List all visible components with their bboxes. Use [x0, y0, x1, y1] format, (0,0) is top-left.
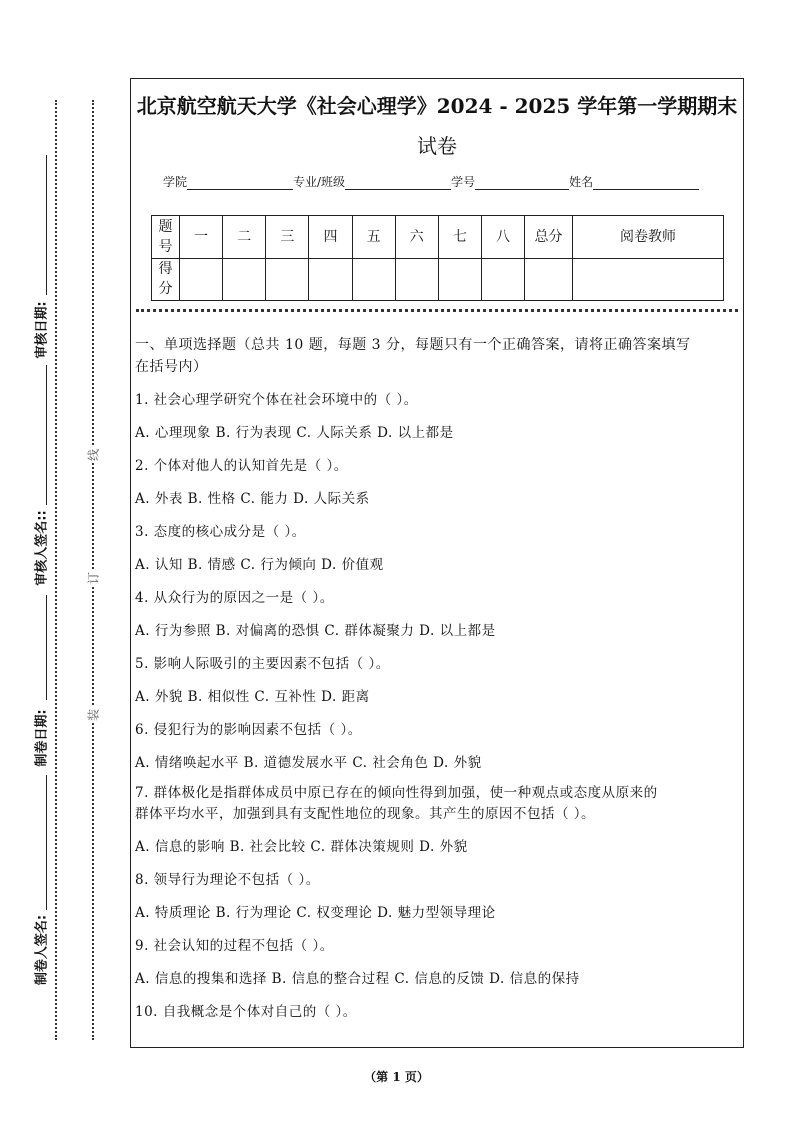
- question-text: 3. 态度的核心成分是（ ）。: [135, 524, 306, 540]
- binding-mark-line: 线: [86, 448, 101, 462]
- exam-title: 北京航空航天大学《社会心理学》2024 - 2025 学年第一学期期末: [136, 94, 738, 118]
- score-cell[interactable]: [223, 258, 266, 301]
- score-cell[interactable]: [525, 258, 573, 301]
- answer-options: A. 信息的搜集和选择 B. 信息的整合过程 C. 信息的反馈 D. 信息的保持: [135, 971, 580, 987]
- binding-mark-fold: 装: [86, 708, 101, 722]
- score-cell[interactable]: [481, 258, 524, 301]
- student-info: [163, 173, 699, 190]
- reviewer-sign-label: 审核人签名::: [34, 510, 50, 586]
- question-text: 4. 从众行为的原因之一是（ ）。: [135, 590, 334, 606]
- col-grader: 阅卷教师: [573, 216, 724, 259]
- answer-options: A. 心理现象 B. 行为表现 C. 人际关系 D. 以上都是: [135, 425, 454, 441]
- maker-sign-line: [46, 775, 47, 910]
- score-cell[interactable]: [180, 258, 223, 301]
- major-label: 专业/班级: [293, 175, 346, 189]
- maker-date-label: 制卷日期:: [34, 709, 50, 767]
- dotted-line-outer: [55, 100, 57, 1040]
- section-title-cont: 在括号内）: [135, 359, 208, 375]
- score-cell[interactable]: [352, 258, 395, 301]
- section-title: 一、单项选择题（总共 10 题，每题 3 分，每题只有一个正确答案，请将正确答案填写: [135, 337, 691, 353]
- major-field[interactable]: [345, 175, 451, 190]
- exam-title-cont: 试卷: [417, 134, 457, 158]
- score-cell[interactable]: [438, 258, 481, 301]
- score-cell[interactable]: [573, 258, 724, 301]
- review-date-label: 审核日期:: [34, 301, 50, 359]
- row-header: 题号: [152, 216, 180, 259]
- question-text: 5. 影响人际吸引的主要因素不包括（ ）。: [135, 656, 390, 672]
- separator: [136, 309, 738, 312]
- score-cell[interactable]: [309, 258, 352, 301]
- score-cell[interactable]: [395, 258, 438, 301]
- name-field[interactable]: [593, 175, 699, 190]
- page-number: （第 1 页）: [364, 1070, 429, 1084]
- review-date-line: [46, 155, 47, 295]
- answer-options: A. 外表 B. 性格 C. 能力 D. 人际关系: [135, 491, 370, 507]
- col-3: 三: [266, 216, 309, 259]
- col-5: 五: [352, 216, 395, 259]
- col-7: 七: [438, 216, 481, 259]
- id-label: 学号: [451, 175, 476, 189]
- reviewer-sign-line: [46, 365, 47, 505]
- score-cell[interactable]: [266, 258, 309, 301]
- answer-options: A. 外貌 B. 相似性 C. 互补性 D. 距离: [135, 689, 370, 705]
- answer-options: A. 信息的影响 B. 社会比较 C. 群体决策规则 D. 外貌: [135, 839, 468, 855]
- question-text: 6. 侵犯行为的影响因素不包括（ ）。: [135, 722, 362, 738]
- question-text: 8. 领导行为理论不包括（ ）。: [135, 872, 320, 888]
- college-label: 学院: [163, 175, 188, 189]
- table-row: [152, 216, 724, 259]
- col-total: 总分: [525, 216, 573, 259]
- question-text: 10. 自我概念是个体对自己的（ ）。: [135, 1004, 357, 1020]
- row-header: 得分: [152, 258, 180, 301]
- binding-mark-staple: 订: [86, 571, 101, 585]
- answer-options: A. 行为参照 B. 对偏离的恐惧 C. 群体凝聚力 D. 以上都是: [135, 623, 496, 639]
- college-field[interactable]: [187, 175, 293, 190]
- question-text: 群体平均水平，加强到具有支配性地位的现象。其产生的原因不包括（ ）。: [135, 806, 596, 822]
- maker-date-line: [46, 595, 47, 700]
- question-text: 2. 个体对他人的认知首先是（ ）。: [135, 458, 348, 474]
- maker-sign-label: 制卷人签名:: [34, 914, 50, 986]
- name-label: 姓名: [569, 175, 594, 189]
- col-8: 八: [481, 216, 524, 259]
- answer-options: A. 特质理论 B. 行为理论 C. 权变理论 D. 魅力型领导理论: [135, 905, 496, 921]
- col-1: 一: [180, 216, 223, 259]
- id-field[interactable]: [475, 175, 569, 190]
- score-table: [151, 215, 724, 301]
- col-2: 二: [223, 216, 266, 259]
- table-row: [152, 258, 724, 301]
- question-text: 1. 社会心理学研究个体在社会环境中的（ ）。: [135, 392, 418, 408]
- col-4: 四: [309, 216, 352, 259]
- question-text: 9. 社会认知的过程不包括（ ）。: [135, 938, 334, 954]
- question-text: 7. 群体极化是指群体成员中原已存在的倾向性得到加强，使一种观点或态度从原来的: [135, 785, 658, 801]
- answer-options: A. 认知 B. 情感 C. 行为倾向 D. 价值观: [135, 557, 384, 573]
- answer-options: A. 情绪唤起水平 B. 道德发展水平 C. 社会角色 D. 外貌: [135, 755, 482, 771]
- col-6: 六: [395, 216, 438, 259]
